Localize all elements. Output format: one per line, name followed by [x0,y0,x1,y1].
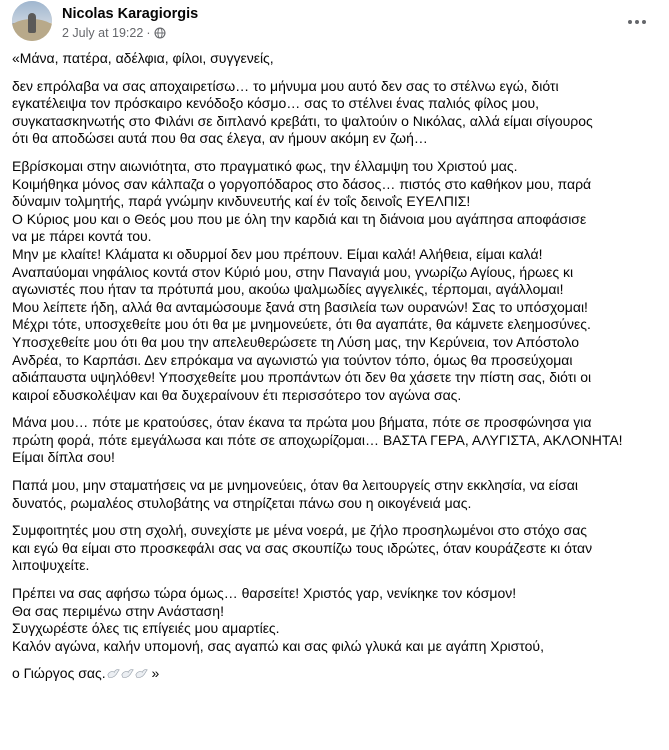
post-body [12,50,662,683]
dove-emojis [106,665,148,681]
post-paragraph: «Μάνα, πατέρα, αδέλφια, φίλοι, συγγενείς, [12,50,274,66]
signature-text: ο Γιώργος σας. [12,665,106,682]
dove-emoji-icon [121,668,134,679]
signature-end: » [147,665,160,682]
post-paragraph: δεν επρόλαβα να σας αποχαιρετίσω… το μήνυμα μου αυτό δεν σας το στέλνω εγώ, διότι εγκατέλειψα τον πρόσκαιρο κενόδοξο κόσμο… σας το στέλνει ένας παλιός φίλος μου, συγκατασκηνωτής στο Φιλάνι σε διπλανό κρεβάτι, το ψαλτούιν ο Νικόλας, αλλά είμαι σίγουρος ότι θα αποδώσει αυτά που θα σας έλεγα, αν ήμουν ακόμη εν ζωή… [12,77,593,147]
post-paragraph: Πρέπει να σας αφήσω τώρα όμως… θαρσείτε! Χριστός γαρ, νενίκηκε τον κόσμον! Θα σας περιμένω στην Ανάσταση! Συγχωρέστε όλες τις επίγειές μου αμαρτίες. Καλόν αγώνα, καλήν υπομονή, σας αγαπώ και σας φιλώ γλυκά και με αγάπη Χριστού, [12,585,544,654]
meta-separator: · [146,26,151,40]
author-name[interactable]: Nicolas Karagiorgis [62,6,199,22]
post-paragraph: Παπά μου, μην σταματήσεις να με μνημονεύεις, όταν θα λειτουργείς στην εκκλησία, να είσαι δυνατός, ρωμαλέος στυλοβάτης να στηρίζεται πάνω σου η οικογένειά μας. [12,477,578,511]
dove-emoji-icon [107,668,120,679]
signature-line [12,665,662,683]
post-meta [62,26,166,40]
dove-emoji-icon [135,668,148,679]
post-paragraph: Συμφοιτητές μου στη σχολή, συνεχίστε με μένα νοερά, με ζήλο προσηλωμένοι στο στόχο σας και εγώ θα είμαι στο προσκεφάλι σας να σας σκουπίζω τους ιδρώτες, όταν κουράζεστε κι όταν λιποψυχείτε. [12,522,593,574]
post-timestamp[interactable]: 2 July at 19:22 [62,26,144,40]
more-options-icon[interactable] [623,8,651,36]
avatar[interactable] [12,1,52,41]
globe-icon [154,27,166,39]
post-header [12,0,657,46]
post-paragraph: Μάνα μου… πότε με κρατούσες, όταν έκανα τα πρώτα μου βήματα, πότε σε προσφώνησα για πρώτη φορά, πότε εμεγάλωσα και πότε σε αποχωρίζομαι… ΒΑΣΤΑ ΓΕΡΑ, ΑΛΥΓΙΣΤΑ, ΑΚΛΟΝΗΤΑ! Είμαι δίπλα σου! [12,414,623,466]
post-paragraph: Εβρίσκομαι στην αιωνιότητα, στο πραγματικό φως, την έλλαμψη του Χριστού μας. Κοιμήθηκα μόνος σαν κάλπαζα ο γοργοπόδαρος στο δάσος… πιστός στο καθήκον μου, παρά δύναμιν τολμητής, παρά γνώμην κινδυνευτής καί έν τοΐς δεινοΐς ΕΥΕΛΠΙΣ! Ο Κύριος μου και ο Θεός μου που με όλη την καρδιά και τη διάνοια μου αγάπησα αποφάσισε να με πάρει κοντά του. Μην με κλαίτε! Κλάματα κι οδυρμοί δεν μου πρέπουν. Είμαι καλά! Αλήθεια, είμαι καλά! Αναπαύομαι νηφάλιος κοντά στον Κύριό μου, στην Παναγιά μου, γνωρίζω Αγίους, ήρωες κι αγωνιστές που ήταν τα πρότυπά μου, ακούω ψαλμωδίες αγγελικές, τέρπομαι, αγάλλομαι! Μου λείπετε ήδη, αλλά θα ανταμώσουμε ξανά στη βασιλεία των ουρανών! Σας το υπόσχομαι! Μέχρι τότε, υποσχεθείτε μου ότι θα με μνημονεύετε, ότι θα αγαπάτε, θα κάμνετε ελεημοσύνες. Υποσχεθείτε μου ότι θα μου την απελευθερώσετε τη Λύση μας, την Κερύνεια, τον Απόστολο Ανδρέα, το Καρπάσι. Δεν επρόκαμα να αγωνιστώ για τούντον τόπο, όμως θα προσεύχομαι αδιάπαυστα υψηλόθεν! Υποσχεθείτε μου προπάντων ότι δεν θα χάσετε την πίστη σας, διότι οι καιροί εδυσκολέψαν και θα δυχεραίνουν έτι περισσότερο τον αγώνα σας. [12,157,592,403]
